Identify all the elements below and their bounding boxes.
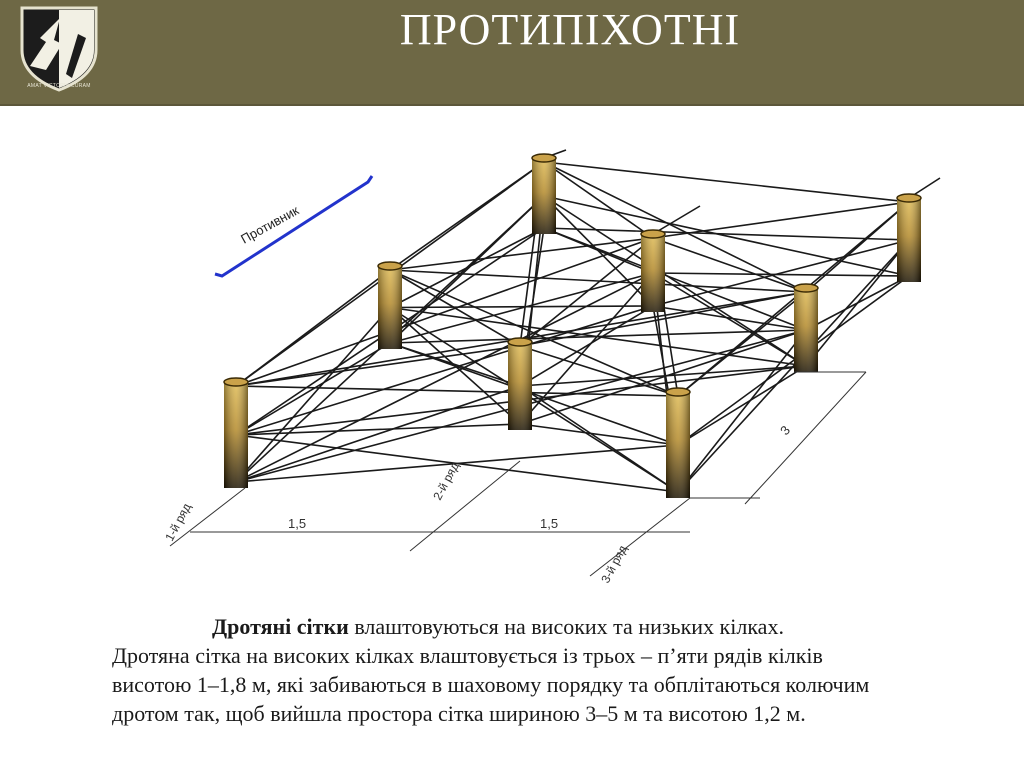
barbed-wire <box>544 228 909 240</box>
fence-post <box>224 378 248 488</box>
fence-post <box>794 284 818 372</box>
barbed-wire <box>678 330 806 492</box>
description-line-3: висотою 1–1,8 м, які забиваються в шаховому порядку та обплітаються колючим <box>112 672 870 697</box>
page-title: ПРОТИПІХОТНІ <box>399 5 741 54</box>
fence-post <box>532 154 556 234</box>
barbed-wire <box>653 306 806 330</box>
description-line-2: Дротяна сітка на високих кілках влаштовується із трьох – п’яти рядів кілків <box>112 643 823 668</box>
description-bold-term: Дротяні сітки <box>212 614 349 639</box>
fence-post <box>641 230 665 312</box>
barbed-wire <box>520 306 653 386</box>
barbed-wire <box>653 202 909 238</box>
barbed-wire <box>236 238 653 386</box>
fence-post <box>378 262 402 349</box>
header-bar <box>0 0 1024 106</box>
enemy-direction-label: Противник <box>238 202 302 247</box>
barbed-wire <box>236 346 520 386</box>
fence-post <box>897 194 921 282</box>
description-line-1 <box>112 612 992 641</box>
barbed-wire <box>236 306 653 435</box>
logo-caption: AMAT VICTORIA CURAM <box>27 83 91 89</box>
barbed-wire-lines <box>236 150 940 492</box>
dimension-label-3: 3 <box>777 422 794 439</box>
barbed-wire <box>806 202 909 292</box>
barbed-wire <box>544 228 806 330</box>
enemy-direction-arrow-icon <box>215 176 372 276</box>
barbed-wire <box>653 238 806 292</box>
description-text <box>112 612 992 728</box>
description-line-1-rest: влаштовуються на високих та низьких кілках. <box>348 614 784 639</box>
row-label-2: 2-й ряд <box>430 459 462 503</box>
description-line-4: дротом так, щоб вийшла простора сітка шириною 3–5 м та висотою 1,2 м. <box>112 701 806 726</box>
barbed-wire <box>544 162 909 202</box>
barbed-wire <box>806 240 909 366</box>
fence-post <box>508 338 532 430</box>
dimension-label-1: 1,5 <box>288 516 307 531</box>
dimension-label-2: 1,5 <box>540 516 559 531</box>
row-label-1: 1-й ряд <box>162 500 194 544</box>
wire-fence-diagram <box>0 106 1024 606</box>
row-label-3: 3-й ряд <box>598 542 630 586</box>
fence-post <box>666 388 690 498</box>
barbed-wire <box>520 330 806 424</box>
